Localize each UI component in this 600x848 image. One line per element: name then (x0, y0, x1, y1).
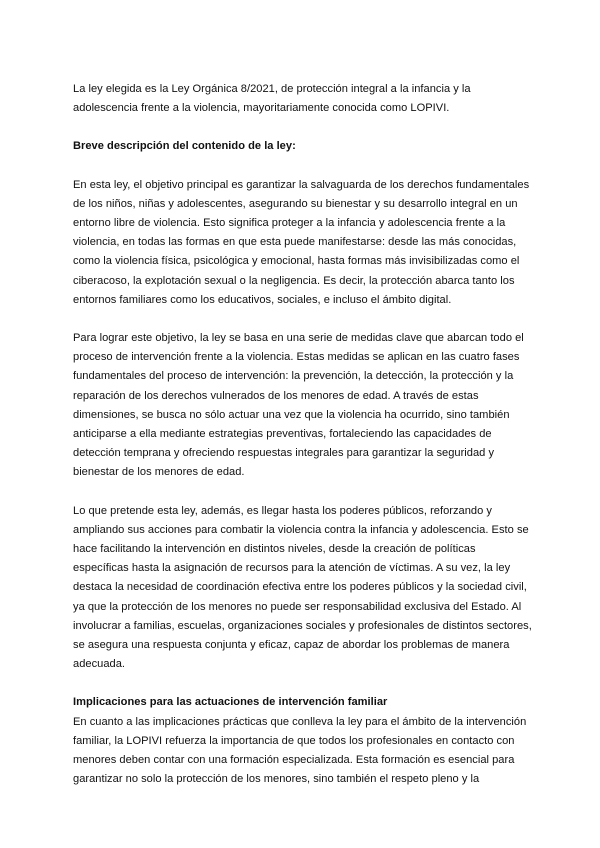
intro-paragraph: La ley elegida es la Ley Orgánica 8/2021, de protección integral a la infancia y la adolescencia frente a la violencia, mayoritariamente conocida como LOPIVI. (73, 83, 471, 115)
section-heading-implications: Implicaciones para las actuaciones de intervención familiar (73, 696, 388, 709)
body-paragraph-4: En cuanto a las implicaciones prácticas que conlleva la ley para el ámbito de la intervención familiar, la LOPIVI refuerza la importancia de que todos los profesionales en contacto con menores deben contar con una formación especializada. Esta formación es esencial para garantizar no solo la protección de los menores, sino también el respeto pleno y la (73, 715, 527, 786)
document-body (73, 80, 533, 809)
body-paragraph-3: Lo que pretende esta ley, además, es llegar hasta los poderes públicos, reforzando y ampliando sus acciones para combatir la violencia contra la infancia y adolescencia. Esto se hace facilitando la intervención en distintos niveles, desde la creación de políticas específicas hasta la asignación de recursos para la atención de víctimas. A su vez, la ley destaca la necesidad de coordinación efectiva entre los poderes públicos y la sociedad civil, ya que la protección de los menores no puede ser responsabilidad exclusiva del Estado. Al involucrar a familias, escuelas, organizaciones sociales y profesionales de distintos sectores, se asegura una respuesta conjunta y eficaz, capaz de abordar los problemas de manera adecuada. (73, 504, 532, 671)
body-paragraph-2: Para lograr este objetivo, la ley se basa en una serie de medidas clave que abarcan todo el proceso de intervención frente a la violencia. Estas medidas se aplican en las cuatro fases fundamentales del proceso de intervención: la prevención, la detección, la protección y la reparación de los derechos vulnerados de los menores de edad. A través de estas dimensiones, se busca no sólo actuar una vez que la violencia ha ocurrido, sino también anticiparse a ella mediante estrategias preventivas, fortaleciendo las capacidades de detección temprana y ofreciendo respuestas integrales para garantizar la seguridad y bienestar de los menores de edad. (73, 332, 524, 479)
body-paragraph-1: En esta ley, el objetivo principal es garantizar la salvaguarda de los derechos fundamentales de los niños, niñas y adolescentes, asegurando su bienestar y su desarrollo integral en un entorno libre de violencia. Esto significa proteger a la infancia y adolescencia frente a la violencia, en todas las formas en que esta puede manifestarse: desde las más conocidas, como la violencia física, psicológica y emocional, hasta formas más invisibilizadas como el ciberacoso, la explotación sexual o la negligencia. Es decir, la protección abarca tanto los entornos familiares como los educativos, sociales, e incluso el ámbito digital. (73, 178, 530, 306)
section-heading-description: Breve descripción del contenido de la ley: (73, 140, 296, 153)
